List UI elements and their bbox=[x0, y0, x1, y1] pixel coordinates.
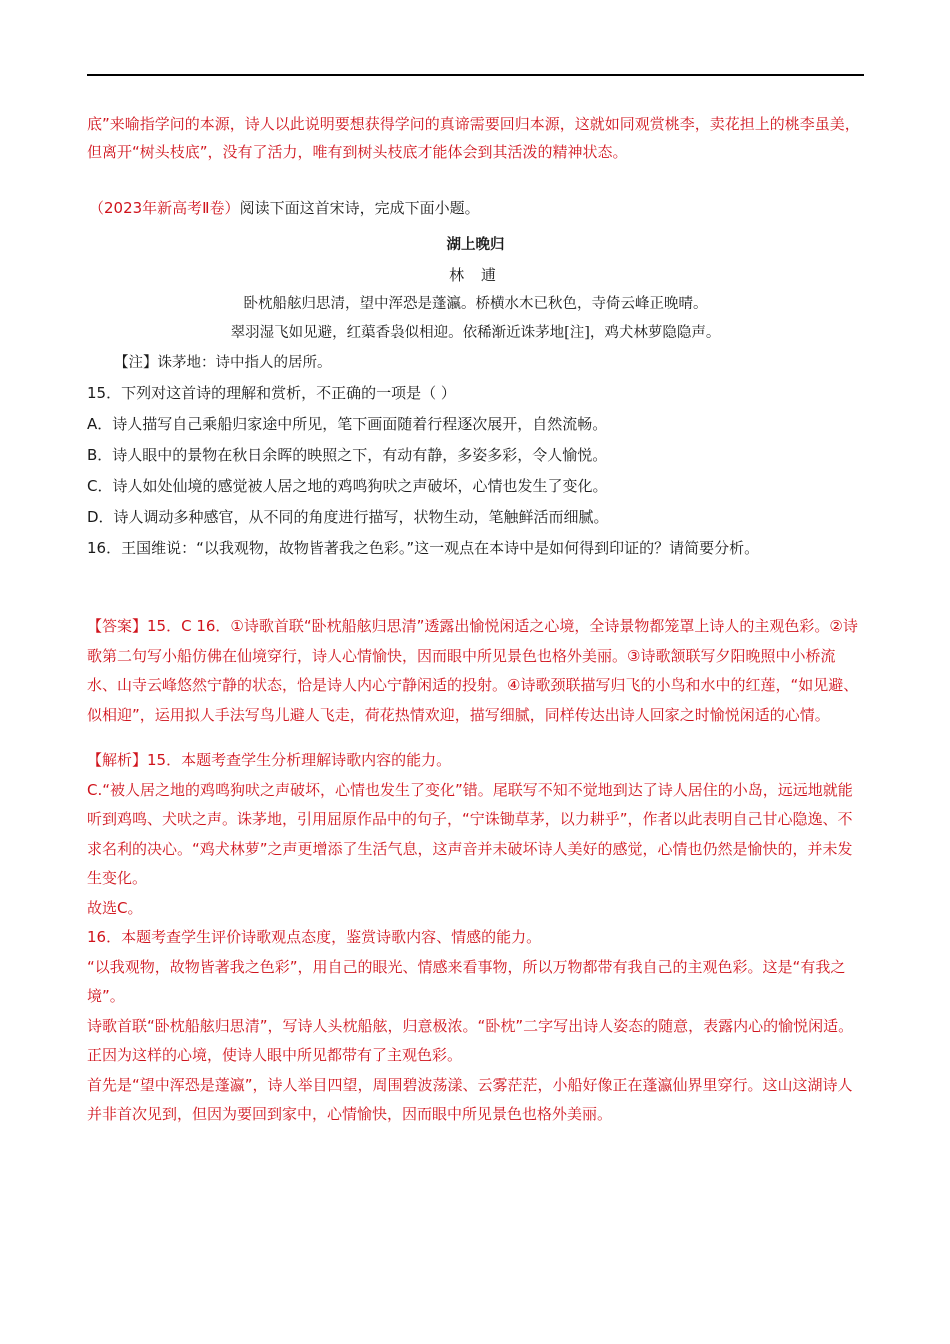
continuation-paragraph: 底”来喻指学问的本源，诗人以此说明要想获得学问的真谛需要回归本源，这就如同观赏桃李，卖花担上的桃李虽美，但离开“树头枝底”，没有了活力，唯有到树头枝底才能体会到其活泼的精神状态。 bbox=[87, 115, 860, 161]
analysis-c-explain: C.“被人居之地的鸡鸣狗吠之声破坏，心情也发生了变化”错。尾联写不知不觉地到达了诗人居住的小岛，远远地就能听到鸡鸣、犬吠之声。诛茅地，引用屈原作品中的句子，“宁诛锄草茅，以力耕乎”，作者以此表明自己甘心隐逸、不求名利的决心。“鸡犬林萝”之声更增添了生活气息，这声音并未破坏诗人美好的感觉，心情也仍然是愉快的，并未发生变化。 bbox=[87, 780, 853, 887]
analysis-p1: “以我观物，故物皆著我之色彩”，用自己的眼光、情感来看事物，所以万物都带有我自己的主观色彩。这是“有我之境”。 bbox=[87, 957, 846, 1005]
analysis-heading: 【解析】15．本题考查学生分析理解诗歌内容的能力。 bbox=[87, 751, 452, 769]
poem-title: 湖上晚归 bbox=[446, 237, 505, 253]
answer-paragraph: 【答案】15．C 16．①诗歌首联“卧枕船舷归思清”透露出愉悦闲适之心境，全诗景物都笼罩上诗人的主观色彩。②诗歌第二句写小船仿佛在仙境穿行，诗人心情愉快，因而眼中所见景色也格外美丽。③诗歌颔联写夕阳晚照中小桥流水、山寺云峰悠然宁静的状态，恰是诗人内心宁静闲适的投射。④诗歌颈联描写归飞的小鸟和水中的红莲，“如见避、似相迎”，运用拟人手法写鸟儿避人飞走，荷花热情欢迎，描写细腻，同样传达出诗人回家之时愉悦闲适的心情。 bbox=[87, 617, 859, 724]
analysis-p2: 诗歌首联“卧枕船舷归思清”，写诗人头枕船舷，归意极浓。“卧枕”二字写出诗人姿态的随意，表露内心的愉悦闲适。正因为这样的心境，使诗人眼中所见都带有了主观色彩。 bbox=[87, 1016, 854, 1064]
option-b: B．诗人眼中的景物在秋日余晖的映照之下，有动有静，多姿多彩，令人愉悦。 bbox=[87, 446, 608, 464]
instruction-text: 阅读下面这首宋诗，完成下面小题。 bbox=[239, 199, 480, 217]
option-a: A．诗人描写自己乘船归家途中所见，笔下画面随着行程逐次展开，自然流畅。 bbox=[87, 415, 608, 433]
poem-line-1: 卧枕船舷归思清，望中浑恐是蓬瀛。桥横水木已秋色，寺倚云峰正晚晴。 bbox=[243, 296, 708, 312]
question-15-stem: 15．下列对这首诗的理解和赏析，不正确的一项是（ ） bbox=[87, 384, 456, 402]
analysis-p3: 首先是“望中浑恐是蓬瀛”，诗人举目四望，周围碧波荡漾、云雾茫茫，小船好像正在蓬瀛仙界里穿行。这山这湖诗人并非首次见到，但因为要回到家中，心情愉快，因而眼中所见景色也格外美丽。 bbox=[87, 1075, 853, 1123]
option-c: C．诗人如处仙境的感觉被人居之地的鸡鸣狗吠之声破坏，心情也发生了变化。 bbox=[87, 477, 608, 495]
analysis-choose: 故选C。 bbox=[87, 898, 143, 917]
document-page bbox=[87, 110, 864, 1130]
analysis-q16-heading: 16．本题考查学生评价诗歌观点态度，鉴赏诗歌内容、情感的能力。 bbox=[87, 928, 542, 946]
poem-note: 【注】诛茅地：诗中指人的居所。 bbox=[114, 355, 332, 371]
exam-source: （2023年新高考Ⅱ卷） bbox=[89, 199, 240, 217]
option-d: D．诗人调动多种感官，从不同的角度进行描写，状物生动，笔触鲜活而细腻。 bbox=[87, 508, 609, 526]
poem-line-2: 翠羽湿飞如见避，红蕖香袅似相迎。依稀渐近诛茅地[注]，鸡犬林萝隐隐声。 bbox=[230, 325, 721, 341]
poem-author: 林 逋 bbox=[449, 266, 502, 284]
question-intro bbox=[89, 194, 864, 222]
question-16-stem: 16．王国维说：“以我观物，故物皆著我之色彩。”这一观点在本诗中是如何得到印证的？请简要分析。 bbox=[87, 539, 760, 557]
header-rule bbox=[87, 74, 864, 76]
